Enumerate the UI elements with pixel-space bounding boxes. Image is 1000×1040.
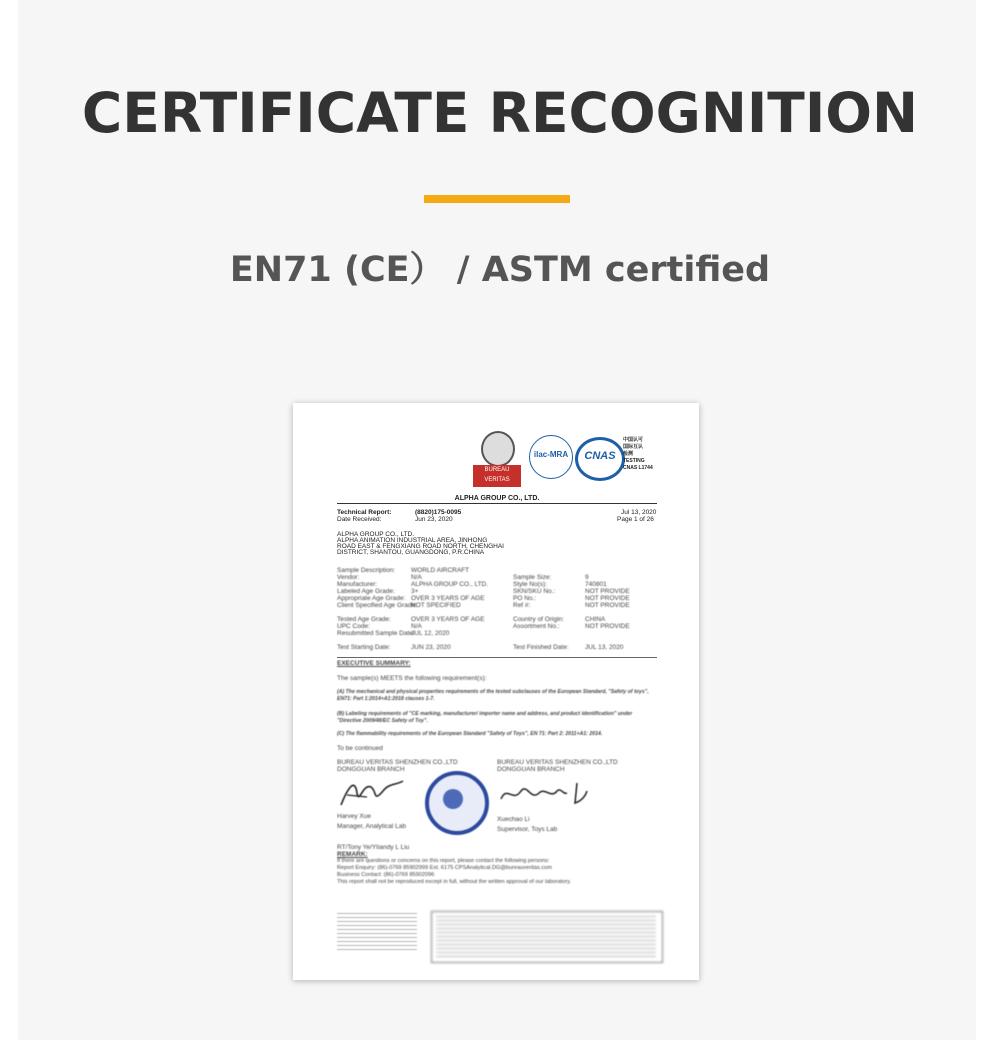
field-value: ALPHA GROUP CO., LTD. xyxy=(411,581,489,588)
cnas-logo xyxy=(575,437,625,481)
field-label: Client Specified Age Grade: xyxy=(337,602,417,609)
field-label: Country of Origin: xyxy=(513,616,564,623)
remark-line: Business Contact: (86)-0769 85902096 xyxy=(337,872,435,878)
footer-terms-box xyxy=(431,911,663,963)
report-number: (8820)175-0095 xyxy=(415,509,462,516)
field-value: NOT PROVIDE xyxy=(585,595,630,602)
field-label: Style No(s): xyxy=(513,581,547,588)
field-value: CHINA xyxy=(585,616,606,623)
branch-name: DONGGUAN BRANCH xyxy=(337,766,405,773)
signature-left xyxy=(337,775,407,811)
field-label: UPC Code: xyxy=(337,623,370,630)
signer-title: Supervisor, Toys Lab xyxy=(497,826,558,833)
field-label: Assortment No.: xyxy=(513,623,560,630)
ilac-mra-text: ilac-MRA xyxy=(533,450,569,459)
field-value: N/A xyxy=(411,574,422,581)
to-be-continued: To be continued xyxy=(337,745,383,752)
page-subtitle: EN71 (CE） / ASTM certified xyxy=(229,250,771,290)
field-value: JUN 23, 2020 xyxy=(411,644,451,651)
address-line: ROAD EAST & FENGXIANG ROAD NORTH, CHENGHAI xyxy=(337,543,504,550)
certificate-company-name: ALPHA GROUP CO., LTD. xyxy=(337,495,657,504)
address-line: ALPHA ANIMATION INDUSTRIAL AREA, JINHONG xyxy=(337,537,488,544)
field-label: PO No.: xyxy=(513,595,537,602)
field-label: Ref #: xyxy=(513,602,531,609)
field-value: 3+ xyxy=(411,588,419,595)
date-received: Jun 23, 2020 xyxy=(415,516,453,523)
address-line: ALPHA GROUP CO., LTD. xyxy=(337,531,415,538)
accent-divider xyxy=(424,195,570,203)
summary-item: (B) Labeling requirements of "CE marking, manufacturer/ importer name and address, and product identification" under "Directive 2009/48/EC Safety of Toy". xyxy=(337,711,633,724)
signer-name: Xuechao Li xyxy=(497,816,530,823)
field-value: JUL 12, 2020 xyxy=(411,630,450,637)
field-label: Sample Size: xyxy=(513,574,552,581)
cnas-accreditation-text: 中国认可 国际互认 检测 TESTING CNAS L1744 xyxy=(623,437,653,471)
field-label: Labeled Age Grade: xyxy=(337,588,395,595)
page-title: CERTIFICATE RECOGNITION xyxy=(81,81,919,145)
field-value: WORLD AIRCRAFT xyxy=(411,567,470,574)
field-value: OVER 3 YEARS OF AGE xyxy=(411,595,485,602)
field-label: Manufacturer: xyxy=(337,581,378,588)
certificate-logos xyxy=(473,431,673,491)
summary-item: (C) The flammability requirements of the European Standard "Safety of Toys", EN 71: Part 2: 2011+A1: 2014. xyxy=(337,731,603,737)
field-label: SKN/SKU No.: xyxy=(513,588,556,595)
branch-name: BUREAU VERITAS SHENZHEN CO.,LTD xyxy=(497,759,618,766)
report-label: Technical Report: xyxy=(337,509,392,516)
signer-name: Harvey Xue xyxy=(337,813,371,820)
field-value: NOT PROVIDE xyxy=(585,602,630,609)
certificate-image xyxy=(293,403,699,980)
seal-center-icon xyxy=(443,789,463,809)
field-value: NOT PROVIDE xyxy=(585,623,630,630)
field-value: NOT PROVIDE xyxy=(585,588,630,595)
address-line: DISTRICT, SHANTOU, GUANGDONG, P.R.CHINA xyxy=(337,549,485,556)
bv-banner: BUREAU VERITAS xyxy=(473,465,521,487)
ilac-mra-logo xyxy=(529,435,573,479)
branch-name: DONGGUAN BRANCH xyxy=(497,766,565,773)
field-value: 740801 xyxy=(585,581,607,588)
field-label: Test Starting Date: xyxy=(337,644,391,651)
official-seal-icon xyxy=(425,771,489,835)
signature-right xyxy=(497,777,597,809)
page-indicator: Page 1 of 26 xyxy=(617,516,654,523)
date-received-label: Date Received: xyxy=(337,516,382,523)
divider-line xyxy=(337,657,657,658)
field-value: OVER 3 YEARS OF AGE xyxy=(411,616,485,623)
field-value: JUL 13, 2020 xyxy=(585,644,624,651)
footer-address-block xyxy=(337,913,417,953)
footer-terms-text xyxy=(436,916,656,958)
remark-line: If there are questions or concerns on this report, please contact the following persons: xyxy=(337,858,550,864)
field-value: N/A xyxy=(411,623,422,630)
bureau-veritas-logo xyxy=(473,431,521,491)
field-value: 9 xyxy=(585,574,589,581)
field-value: NOT SPECIFIED xyxy=(411,602,461,609)
remark-line: Report Enquiry: (86)-0769 85902999 Ext. 6175 CPSAnalytical.DG@bureauveritas.com xyxy=(337,865,552,871)
initials: RT/Tony Ye/Ytiandy L Liu xyxy=(337,844,410,851)
summary-intro: The sample(s) MEETS the following requirement(s): xyxy=(337,675,487,682)
summary-heading: EXECUTIVE SUMMARY: xyxy=(337,660,411,667)
branch-name: BUREAU VERITAS SHENZHEN CO.,LTD xyxy=(337,759,458,766)
summary-item: (A) The mechanical and physical properties requirements of the tested subclauses of the European Standard, "Safety of toys", EN71: Part 1:2014+A1:2018 clauses 1-7. xyxy=(337,689,649,702)
cnas-text: CNAS xyxy=(584,450,616,462)
field-label: Resubmitted Sample Date: xyxy=(337,630,415,637)
field-label: Tested Age Grade: xyxy=(337,616,391,623)
field-label: Test Finished Date: xyxy=(513,644,569,651)
remark-heading: REMARK: xyxy=(337,851,368,858)
field-label: Appropriate Age Grade: xyxy=(337,595,406,602)
signer-title: Manager, Analytical Lab xyxy=(337,823,407,830)
field-label: Vendor: xyxy=(337,574,360,581)
field-label: Sample Description: xyxy=(337,567,396,574)
bv-seal-icon xyxy=(481,431,515,467)
remark-line: This report shall not be reproduced except in full, without the written approval of our laboratory. xyxy=(337,879,572,885)
report-date: Jul 13, 2020 xyxy=(621,509,657,516)
